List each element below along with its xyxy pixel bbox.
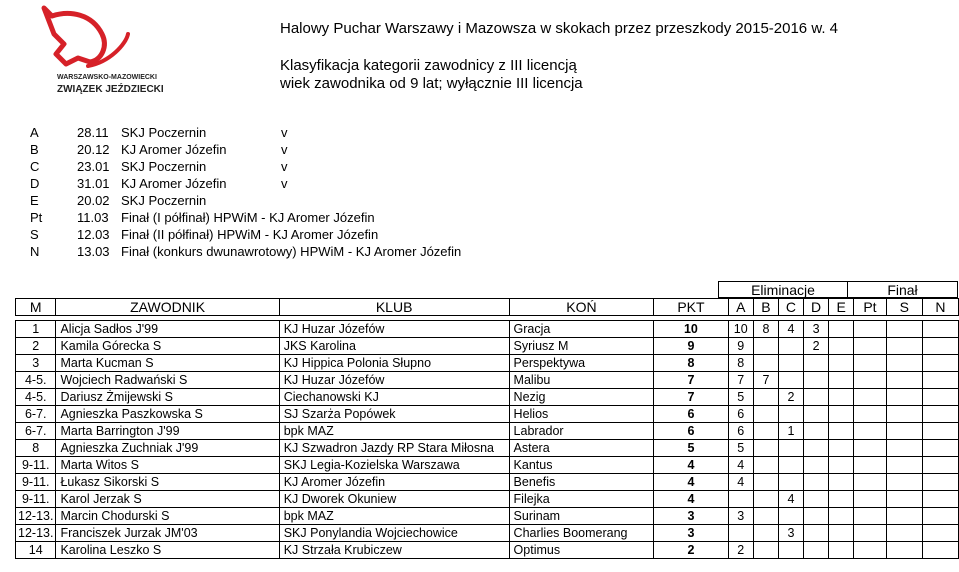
rider-cell: Marcin Chodurski S xyxy=(56,508,279,525)
round-score-cell xyxy=(854,525,887,542)
club-cell: KJ Huzar Józefów xyxy=(279,372,509,389)
horse-cell: Surinam xyxy=(509,508,654,525)
horse-cell: Gracja xyxy=(509,321,654,338)
round-score-cell xyxy=(854,474,887,491)
points-cell: 3 xyxy=(654,525,728,542)
round-score-cell xyxy=(922,457,958,474)
round-score-cell xyxy=(829,457,854,474)
points-cell: 4 xyxy=(654,491,728,508)
column-header: M xyxy=(16,299,56,316)
round-score-cell xyxy=(829,491,854,508)
rider-cell: Łukasz Sikorski S xyxy=(56,474,279,491)
round-score-cell xyxy=(886,491,922,508)
club-cell: SKJ Legia-Kozielska Warszawa xyxy=(279,457,509,474)
round-score-cell: 3 xyxy=(728,508,753,525)
round-score-cell xyxy=(922,372,958,389)
round-score-cell: 8 xyxy=(728,355,753,372)
rider-cell: Agnieszka Paszkowska S xyxy=(56,406,279,423)
table-row xyxy=(16,542,959,559)
round-score-cell xyxy=(854,355,887,372)
club-cell: Ciechanowski KJ xyxy=(279,389,509,406)
club-cell: KJ Dworek Okuniew xyxy=(279,491,509,508)
round-score-cell xyxy=(854,423,887,440)
horse-cell: Syriusz M xyxy=(509,338,654,355)
rider-cell: Kamila Górecka S xyxy=(56,338,279,355)
rider-cell: Agnieszka Zuchniak J'99 xyxy=(56,440,279,457)
round-score-cell: 7 xyxy=(753,372,778,389)
column-header: A xyxy=(728,299,753,316)
column-header: D xyxy=(804,299,829,316)
horse-cell: Kantus xyxy=(509,457,654,474)
round-score-cell xyxy=(778,372,803,389)
horse-cell: Optimus xyxy=(509,542,654,559)
place-cell: 1 xyxy=(16,321,56,338)
round-score-cell: 6 xyxy=(728,423,753,440)
round-score-cell xyxy=(778,355,803,372)
round-score-cell: 5 xyxy=(728,389,753,406)
table-row xyxy=(16,457,959,474)
points-cell: 4 xyxy=(654,474,728,491)
round-score-cell xyxy=(829,508,854,525)
round-score-cell xyxy=(804,440,829,457)
round-score-cell xyxy=(829,542,854,559)
horse-cell: Astera xyxy=(509,440,654,457)
round-score-cell xyxy=(753,542,778,559)
table-row xyxy=(16,508,959,525)
round-score-cell xyxy=(829,372,854,389)
round-score-cell xyxy=(854,372,887,389)
subtitle-age: wiek zawodnika od 9 lat; wyłącznie III licencja xyxy=(280,75,583,92)
round-score-cell xyxy=(829,440,854,457)
table-row xyxy=(16,440,959,457)
round-score-cell xyxy=(804,508,829,525)
points-cell: 7 xyxy=(654,372,728,389)
club-cell: JKS Karolina xyxy=(279,338,509,355)
round-score-cell xyxy=(886,372,922,389)
round-score-cell xyxy=(854,457,887,474)
place-cell: 2 xyxy=(16,338,56,355)
rider-cell: Alicja Sadłos J'99 xyxy=(56,321,279,338)
round-score-cell xyxy=(778,474,803,491)
points-cell: 9 xyxy=(654,338,728,355)
horse-cell: Malibu xyxy=(509,372,654,389)
round-score-cell xyxy=(922,525,958,542)
round-score-cell xyxy=(829,389,854,406)
round-score-cell xyxy=(804,423,829,440)
table-row xyxy=(16,525,959,542)
column-header: C xyxy=(778,299,803,316)
round-score-cell xyxy=(804,389,829,406)
horse-cell: Labrador xyxy=(509,423,654,440)
place-cell: 12-13. xyxy=(16,525,56,542)
points-cell: 8 xyxy=(654,355,728,372)
round-score-cell xyxy=(886,406,922,423)
round-score-cell xyxy=(829,338,854,355)
points-cell: 6 xyxy=(654,423,728,440)
round-score-cell: 4 xyxy=(728,457,753,474)
group-eliminations: Eliminacje xyxy=(718,281,848,298)
subtitle-category: Klasyfikacja kategorii zawodnicy z III licencją xyxy=(280,57,577,74)
round-score-cell xyxy=(778,542,803,559)
round-score-cell xyxy=(854,542,887,559)
column-header: Pt xyxy=(854,299,887,316)
logo-line2: ZWIĄZEK JEŹDZIECKI xyxy=(57,84,164,95)
table-row xyxy=(16,321,959,338)
place-cell: 12-13. xyxy=(16,508,56,525)
round-score-cell xyxy=(804,372,829,389)
round-score-cell: 4 xyxy=(778,491,803,508)
round-score-cell xyxy=(829,474,854,491)
table-row xyxy=(16,372,959,389)
club-cell: KJ Aromer Józefin xyxy=(279,474,509,491)
rider-cell: Marta Barrington J'99 xyxy=(56,423,279,440)
round-score-cell xyxy=(886,389,922,406)
round-score-cell xyxy=(753,338,778,355)
club-cell: KJ Szwadron Jazdy RP Stara Miłosna xyxy=(279,440,509,457)
round-score-cell xyxy=(922,491,958,508)
page-title: Halowy Puchar Warszawy i Mazowsza w skokach przez przeszkody 2015-2016 w. 4 xyxy=(280,20,839,37)
results-table xyxy=(15,298,959,559)
horse-cell: Charlies Boomerang xyxy=(509,525,654,542)
round-score-cell: 9 xyxy=(728,338,753,355)
table-row xyxy=(16,389,959,406)
place-cell: 6-7. xyxy=(16,423,56,440)
round-score-cell xyxy=(778,406,803,423)
place-cell: 6-7. xyxy=(16,406,56,423)
round-score-cell xyxy=(728,525,753,542)
round-score-cell: 8 xyxy=(753,321,778,338)
round-score-cell xyxy=(886,355,922,372)
points-cell: 2 xyxy=(654,542,728,559)
round-score-cell xyxy=(829,423,854,440)
round-score-cell: 2 xyxy=(728,542,753,559)
horse-cell: Perspektywa xyxy=(509,355,654,372)
column-header: B xyxy=(753,299,778,316)
place-cell: 4-5. xyxy=(16,389,56,406)
round-score-cell: 6 xyxy=(728,406,753,423)
points-cell: 3 xyxy=(654,508,728,525)
round-score-cell xyxy=(804,406,829,423)
round-score-cell xyxy=(753,474,778,491)
round-score-cell xyxy=(829,355,854,372)
round-score-cell: 7 xyxy=(728,372,753,389)
round-score-cell xyxy=(886,321,922,338)
place-cell: 4-5. xyxy=(16,372,56,389)
column-header: KLUB xyxy=(279,299,509,316)
column-header: S xyxy=(886,299,922,316)
round-score-cell xyxy=(854,491,887,508)
round-score-cell: 2 xyxy=(778,389,803,406)
horse-cell: Nezig xyxy=(509,389,654,406)
group-final: Finał xyxy=(848,281,958,298)
round-score-cell xyxy=(804,491,829,508)
round-score-cell xyxy=(854,338,887,355)
round-score-cell xyxy=(728,491,753,508)
round-score-cell xyxy=(922,423,958,440)
club-cell: SKJ Ponylandia Wojciechowice xyxy=(279,525,509,542)
round-score-cell xyxy=(886,525,922,542)
rider-cell: Karol Jerzak S xyxy=(56,491,279,508)
points-cell: 5 xyxy=(654,440,728,457)
column-header: ZAWODNIK xyxy=(56,299,279,316)
table-row xyxy=(16,474,959,491)
place-cell: 9-11. xyxy=(16,491,56,508)
round-score-cell xyxy=(753,389,778,406)
place-cell: 9-11. xyxy=(16,457,56,474)
table-row xyxy=(16,338,959,355)
table-row xyxy=(16,491,959,508)
round-score-cell: 2 xyxy=(804,338,829,355)
round-score-cell xyxy=(829,321,854,338)
column-header: PKT xyxy=(654,299,728,316)
round-score-cell: 5 xyxy=(728,440,753,457)
points-cell: 4 xyxy=(654,457,728,474)
round-score-cell: 10 xyxy=(728,321,753,338)
round-score-cell xyxy=(778,440,803,457)
points-cell: 6 xyxy=(654,406,728,423)
round-score-cell xyxy=(922,440,958,457)
horse-cell: Benefis xyxy=(509,474,654,491)
round-score-cell xyxy=(886,338,922,355)
round-score-cell: 4 xyxy=(728,474,753,491)
round-score-cell xyxy=(829,406,854,423)
club-cell: KJ Strzała Krubiczew xyxy=(279,542,509,559)
round-score-cell xyxy=(922,321,958,338)
round-score-cell xyxy=(886,508,922,525)
logo-line1: WARSZAWSKO-MAZOWIECKI xyxy=(57,74,157,81)
round-score-cell xyxy=(886,423,922,440)
round-score-cell xyxy=(922,474,958,491)
round-score-cell xyxy=(778,457,803,474)
round-score-cell xyxy=(854,389,887,406)
round-score-cell xyxy=(804,542,829,559)
round-score-cell xyxy=(829,525,854,542)
club-cell: KJ Hippica Polonia Słupno xyxy=(279,355,509,372)
round-score-cell xyxy=(922,389,958,406)
round-score-cell xyxy=(854,508,887,525)
round-score-cell xyxy=(886,474,922,491)
club-cell: bpk MAZ xyxy=(279,423,509,440)
round-score-cell xyxy=(753,525,778,542)
round-score-cell xyxy=(886,440,922,457)
round-score-cell xyxy=(753,508,778,525)
rider-cell: Dariusz Żmijewski S xyxy=(56,389,279,406)
rider-cell: Karolina Leszko S xyxy=(56,542,279,559)
round-score-cell xyxy=(886,542,922,559)
points-cell: 10 xyxy=(654,321,728,338)
table-row xyxy=(16,406,959,423)
round-score-cell xyxy=(804,525,829,542)
round-score-cell xyxy=(753,406,778,423)
round-score-cell xyxy=(886,457,922,474)
round-score-cell: 3 xyxy=(778,525,803,542)
round-score-cell xyxy=(922,338,958,355)
table-row xyxy=(16,423,959,440)
rider-cell: Marta Witos S xyxy=(56,457,279,474)
club-cell: SJ Szarża Popówek xyxy=(279,406,509,423)
round-score-cell xyxy=(922,542,958,559)
points-cell: 7 xyxy=(654,389,728,406)
round-score-cell xyxy=(778,338,803,355)
round-score-cell xyxy=(804,355,829,372)
place-cell: 3 xyxy=(16,355,56,372)
rider-cell: Franciszek Jurzak JM'03 xyxy=(56,525,279,542)
club-cell: KJ Huzar Józefów xyxy=(279,321,509,338)
round-score-cell: 1 xyxy=(778,423,803,440)
round-score-cell xyxy=(753,355,778,372)
place-cell: 14 xyxy=(16,542,56,559)
place-cell: 8 xyxy=(16,440,56,457)
table-header xyxy=(16,299,959,316)
club-cell: bpk MAZ xyxy=(279,508,509,525)
round-score-cell: 4 xyxy=(778,321,803,338)
round-score-cell xyxy=(753,423,778,440)
round-score-cell xyxy=(922,355,958,372)
round-score-cell xyxy=(854,406,887,423)
round-score-cell xyxy=(753,457,778,474)
round-score-cell xyxy=(804,457,829,474)
round-score-cell xyxy=(778,508,803,525)
column-header: E xyxy=(829,299,854,316)
round-score-cell xyxy=(854,440,887,457)
round-score-cell xyxy=(753,440,778,457)
round-score-cell xyxy=(854,321,887,338)
round-score-cell xyxy=(922,508,958,525)
column-header: N xyxy=(922,299,958,316)
round-score-cell xyxy=(753,491,778,508)
horse-cell: Helios xyxy=(509,406,654,423)
column-header: KOŃ xyxy=(509,299,654,316)
table-row xyxy=(16,355,959,372)
round-score-cell: 3 xyxy=(804,321,829,338)
rider-cell: Marta Kucman S xyxy=(56,355,279,372)
rider-cell: Wojciech Radwański S xyxy=(56,372,279,389)
horse-cell: Filejka xyxy=(509,491,654,508)
round-score-cell xyxy=(804,474,829,491)
place-cell: 9-11. xyxy=(16,474,56,491)
round-score-cell xyxy=(922,406,958,423)
